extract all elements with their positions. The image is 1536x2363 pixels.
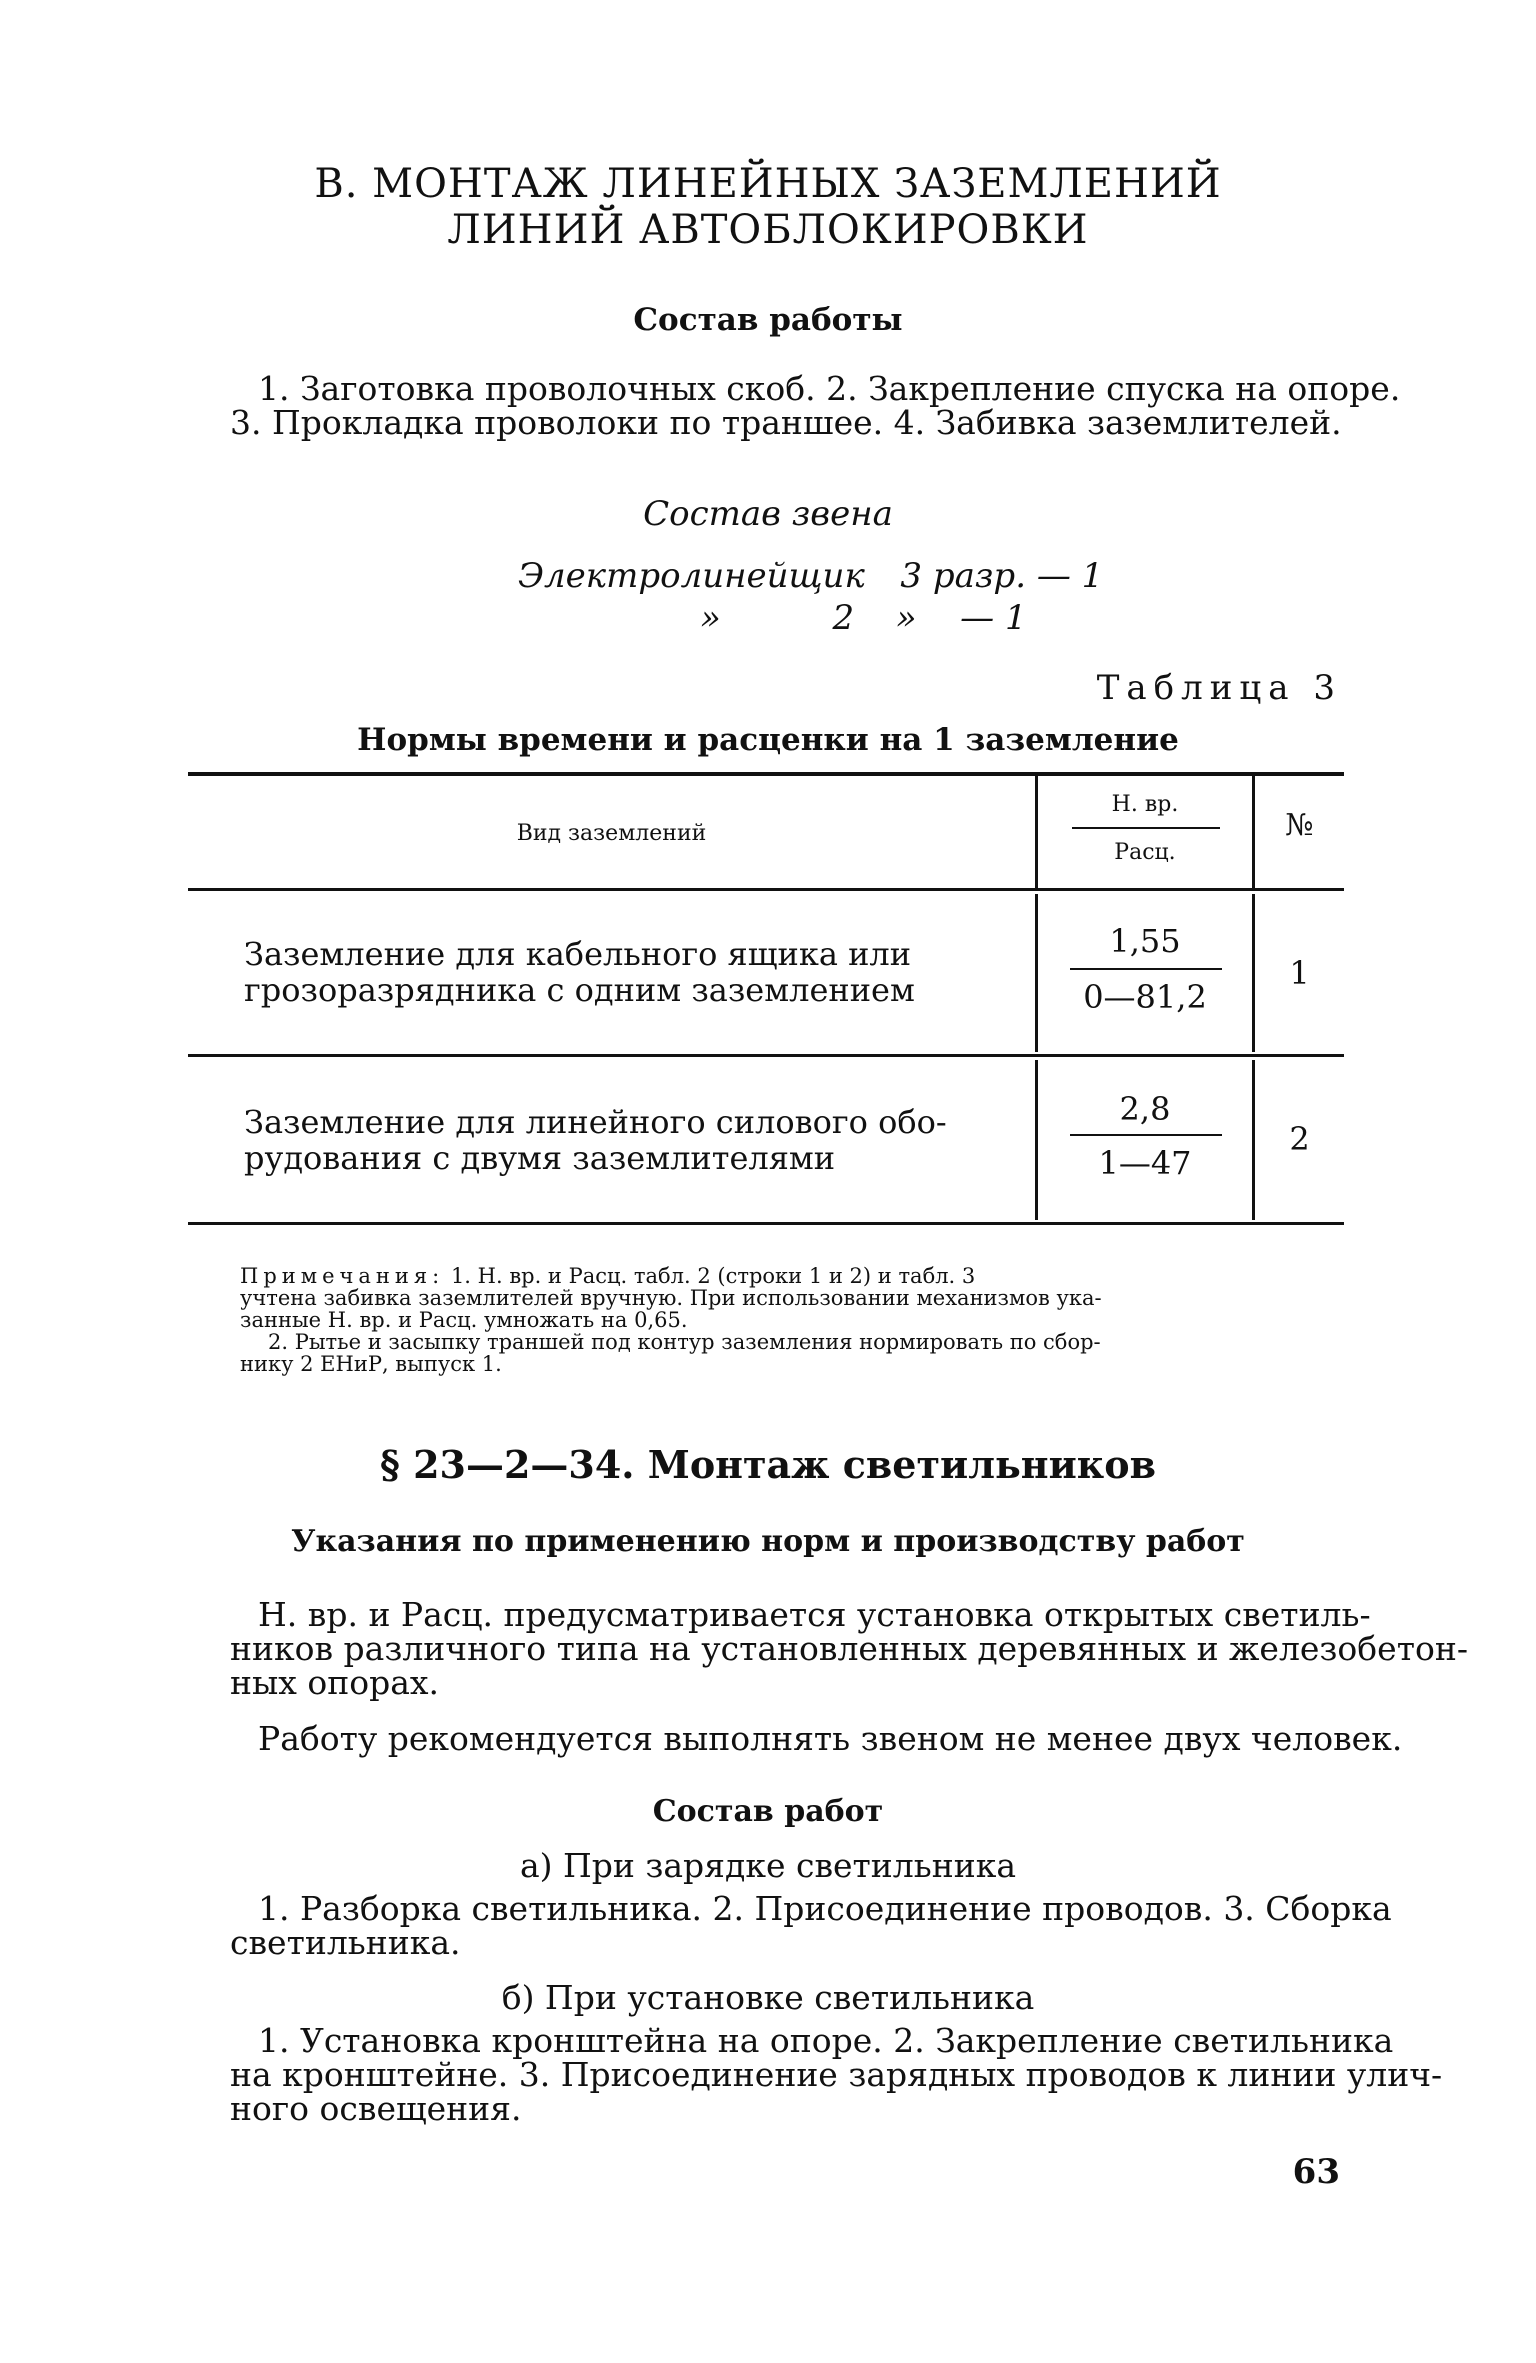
table-row-1-price: 0—81,2 (1083, 978, 1207, 1016)
crew-count: — 1 (1036, 556, 1104, 596)
text-line: ного освещения. (230, 2089, 522, 2128)
table-row-2-norm: 2,8 (1119, 1090, 1171, 1128)
table-label: Таблица 3 (1096, 668, 1342, 708)
table-col-divider (1035, 894, 1038, 1052)
crew-grade: 3 (900, 556, 923, 596)
text-line: Н. вр. и Расц. предусматривается установка открытых светиль- (258, 1595, 1371, 1634)
notes-label: Примечания: (240, 1264, 445, 1288)
text-line: 1. Н. вр. и Расц. табл. 2 (строки 1 и 2) и табл. 3 (450, 1264, 976, 1288)
text-line: Работу рекомендуется выполнять звеном не менее двух человек. (258, 1719, 1403, 1758)
text-line: рудования с двумя заземлителями (244, 1139, 836, 1177)
fraction-bar (1070, 968, 1222, 970)
table-row-rule (188, 1054, 1344, 1057)
text-line: грозоразрядника с одним заземлением (244, 971, 915, 1009)
fraction-bar (1070, 1134, 1222, 1136)
crew-row-2 (700, 598, 1027, 638)
text-line: 3. Прокладка проволоки по траншее. 4. Забивка заземлителей. (230, 403, 1342, 442)
works-title: Состав работ (652, 1794, 884, 1829)
crew-count: — 1 (960, 598, 1027, 638)
table-notes (240, 1265, 1340, 1375)
page-number: 63 (1292, 2152, 1340, 2192)
table-header-rule (188, 888, 1344, 891)
text-line: Заземление для кабельного ящика или (244, 935, 912, 973)
table-col-divider (1035, 1060, 1038, 1220)
works-b-title: б) При установке светильника (501, 1978, 1035, 2017)
crew-name: » (700, 598, 721, 638)
text-line: ников различного типа на установленных деревянных и железобетон- (230, 1629, 1468, 1668)
table-header-norm: Н. вр. (1111, 792, 1179, 817)
crew-unit: » (895, 598, 917, 638)
table-row-2-price: 1—47 (1098, 1144, 1192, 1182)
text-line: 1. Разборка светильника. 2. Присоединение проводов. 3. Сборка (258, 1889, 1392, 1928)
table-row-1-norm: 1,55 (1109, 922, 1181, 960)
text-line: 2. Рытье и засыпку траншей под контур заземления нормировать по сбор- (268, 1330, 1101, 1354)
work-composition-text (230, 369, 1401, 442)
text-line: нику 2 ЕНиР, выпуск 1. (240, 1352, 502, 1376)
table-top-rule (188, 772, 1344, 776)
crew-row-1 (518, 556, 1103, 596)
text-line: Заземление для линейного силового обо- (244, 1103, 947, 1141)
table-header-number: № (1285, 808, 1314, 843)
crew-grade: 2 (832, 598, 855, 638)
work-composition-title: Состав работы (633, 302, 903, 338)
crew-title: Состав звена (643, 494, 893, 534)
works-a-title: а) При зарядке светильника (519, 1846, 1017, 1885)
section-subtitle: Указания по применению норм и производству работ (291, 1524, 1245, 1559)
table-header-price: Расц. (1114, 840, 1176, 865)
table-row-2-type (244, 1104, 947, 1176)
fraction-bar (1072, 827, 1220, 829)
table-header-type: Вид заземлений (516, 821, 707, 846)
text-line: на кронштейне. 3. Присоединение зарядных проводов к линии улич- (230, 2055, 1443, 2094)
table-bottom-rule (188, 1222, 1344, 1225)
section-title: § 23—2—34. Монтаж светильников (380, 1442, 1156, 1487)
section-paragraph-1 (230, 1595, 1468, 1702)
section-heading-line1: В. МОНТАЖ ЛИНЕЙНЫХ ЗАЗЕМЛЕНИЙ (314, 161, 1222, 207)
crew-name: Электролинейщик (518, 556, 865, 596)
text-line: занные Н. вр. и Расц. умножать на 0,65. (240, 1308, 688, 1332)
text-line: ных опорах. (230, 1663, 439, 1702)
text-line: светильника. (230, 1923, 461, 1962)
text-line: 1. Установка кронштейна на опоре. 2. Закрепление светильника (258, 2021, 1394, 2060)
section-paragraph-2 (230, 1719, 1403, 1758)
works-a-text (230, 1889, 1392, 1962)
table-row-1-type (244, 936, 915, 1008)
text-line: 1. Заготовка проволочных скоб. 2. Закрепление спуска на опоре. (258, 369, 1401, 408)
table-title: Нормы времени и расценки на 1 заземление (357, 722, 1179, 758)
table-row-2-number: 2 (1289, 1120, 1310, 1158)
crew-unit: разр. (932, 556, 1026, 596)
text-line: учтена забивка заземлителей вручную. При использовании механизмов ука- (240, 1286, 1102, 1310)
table-row-1-number: 1 (1289, 954, 1310, 992)
works-b-text (230, 2021, 1443, 2128)
section-heading-line2: ЛИНИЙ АВТОБЛОКИРОВКИ (447, 207, 1089, 253)
